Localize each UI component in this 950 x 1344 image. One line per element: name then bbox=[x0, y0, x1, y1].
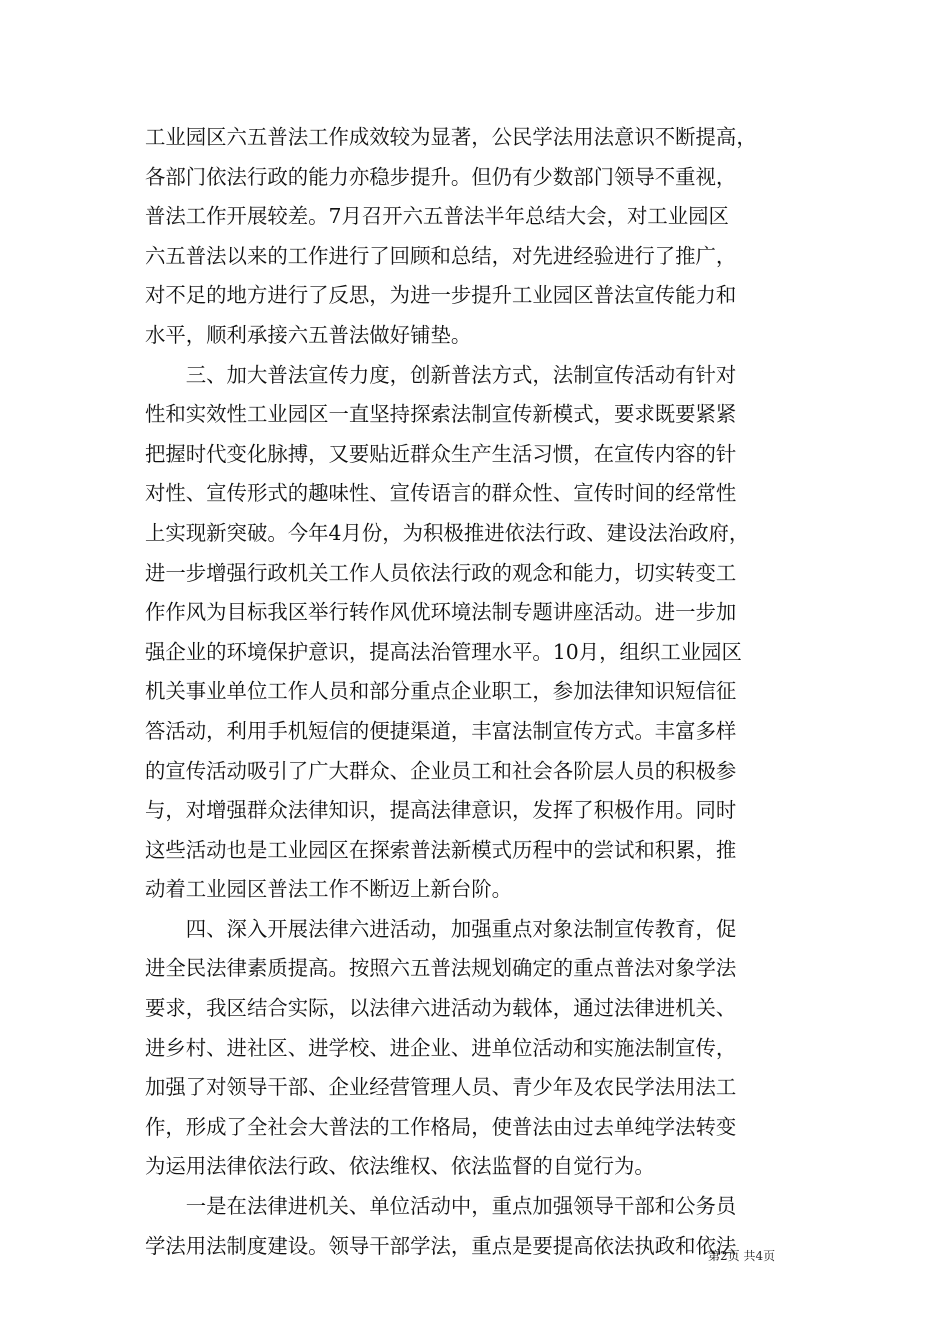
text-line: 进一步增强行政机关工作人员依法行政的观念和能力，切实转变工 bbox=[145, 560, 737, 585]
document-body bbox=[145, 118, 807, 1266]
text-line: 要求，我区结合实际，以法律六进活动为载体，通过法律进机关、 bbox=[145, 996, 737, 1021]
text-line: 进全民法律素质提高。按照六五普法规划确定的重点普法对象学法 bbox=[145, 956, 737, 981]
text-line: 加强了对领导干部、企业经营管理人员、青少年及农民学法用法工 bbox=[145, 1075, 737, 1100]
text-line: 学法用法制度建设。领导干部学法，重点是要提高依法执政和依法 bbox=[145, 1233, 737, 1258]
text-line: 作，形成了全社会大普法的工作格局，使普法由过去单纯学法转变 bbox=[145, 1114, 737, 1139]
page-number: 第2页 共4页 bbox=[708, 1249, 776, 1263]
text-line: 的宣传活动吸引了广大群众、企业员工和社会各阶层人员的积极参 bbox=[145, 758, 737, 783]
text-line: 对性、宣传形式的趣味性、宣传语言的群众性、宣传时间的经常性 bbox=[145, 481, 737, 506]
text-line: 六五普法以来的工作进行了回顾和总结，对先进经验进行了推广， bbox=[145, 243, 737, 268]
text-line: 三、加大普法宣传力度，创新普法方式，法制宣传活动有针对 bbox=[145, 362, 737, 387]
text-line: 四、深入开展法律六进活动，加强重点对象法制宣传教育，促 bbox=[145, 916, 737, 941]
text-line: 机关事业单位工作人员和部分重点企业职工，参加法律知识短信征 bbox=[145, 679, 737, 704]
text-line: 把握时代变化脉搏，又要贴近群众生产生活习惯，在宣传内容的针 bbox=[145, 441, 737, 466]
text-line: 各部门依法行政的能力亦稳步提升。但仍有少数部门领导不重视， bbox=[145, 164, 737, 189]
text-line: 这些活动也是工业园区在探索普法新模式历程中的尝试和积累，推 bbox=[145, 837, 737, 862]
text-line: 强企业的环境保护意识，提高法治管理水平。10月，组织工业园区 bbox=[145, 639, 742, 664]
text-line: 进乡村、进社区、进学校、进企业、进单位活动和实施法制宣传， bbox=[145, 1035, 737, 1060]
text-line: 与，对增强群众法律知识，提高法律意识，发挥了积极作用。同时 bbox=[145, 798, 737, 823]
text-line: 一是在法律进机关、单位活动中，重点加强领导干部和公务员 bbox=[145, 1194, 737, 1219]
text-line: 普法工作开展较差。7月召开六五普法半年总结大会，对工业园区 bbox=[145, 204, 729, 229]
text-line: 水平，顺利承接六五普法做好铺垫。 bbox=[145, 322, 472, 347]
text-line: 工业园区六五普法工作成效较为显著，公民学法用法意识不断提高， bbox=[145, 125, 757, 149]
text-line: 作作风为目标我区举行转作风优环境法制专题讲座活动。进一步加 bbox=[145, 600, 737, 625]
text-line: 性和实效性工业园区一直坚持探索法制宣传新模式，要求既要紧紧 bbox=[145, 402, 737, 427]
text-line: 上实现新突破。今年4月份，为积极推进依法行政、建设法治政府， bbox=[145, 520, 750, 545]
text-line: 答活动，利用手机短信的便捷渠道，丰富法制宣传方式。丰富多样 bbox=[145, 718, 737, 743]
text-line: 动着工业园区普法工作不断迈上新台阶。 bbox=[145, 877, 513, 902]
text-line: 为运用法律依法行政、依法维权、依法监督的自觉行为。 bbox=[145, 1154, 655, 1179]
text-line: 对不足的地方进行了反思，为进一步提升工业园区普法宣传能力和 bbox=[145, 283, 737, 308]
